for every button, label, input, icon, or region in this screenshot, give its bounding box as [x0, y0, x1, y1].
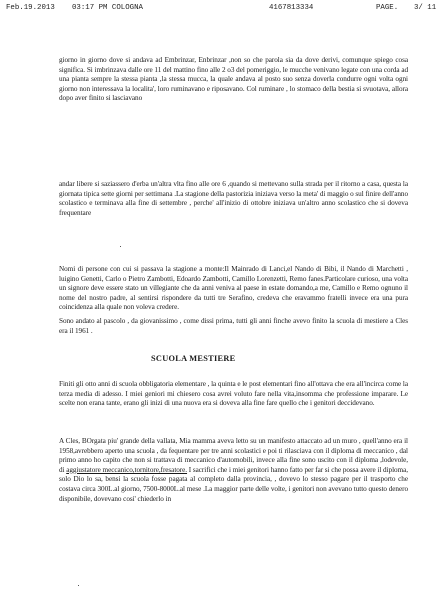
fax-time-sender: 03:17 PM COLOGNA — [72, 4, 143, 12]
fax-page-label: PAGE. — [376, 4, 399, 12]
paragraph-school-cles-part-2: I sacrifici che i miei genitori hanno fatto per far si che possa avere il diploma, solo Dio lo sa, bensi la scuola fosse pagata al completo dalla provincia, , dovevo lo stesso pagare per il trasporto che costava circa 300L.al giorno, 7500-8000L.al mese .La maggior parte delle volte, i genitori non avevano tutto questo denero disponibile, dovevano cosi' chiederlo in — [59, 465, 408, 503]
fax-header — [6, 4, 440, 15]
section-heading: SCUOLA MESTIERE — [151, 354, 236, 363]
paragraph-pasture-routine: giorno in giorno dove si andava ad Embrinzar, Enbrinzar ,non so che parola sia da dove derivi, comunque spiego cosa significa. Si imbrinzava dalle ore 11 del mattino fino alle 2 o3 del pomeriggio, le mucche venivano legate con una corda ad una pianta sempre la stessa pianta ,la stessa mucca, la quale andava al posto suo senza doverla condurre ogni volta ogni giorno non interessava la localita', loro ruminavano e riposavano. Col ruminare , lo stomaco della bestia si svuotava, allora dopo aver finito si lasciavano — [59, 56, 408, 103]
fax-page-number: 3/ 11 — [414, 4, 437, 12]
scan-speck — [78, 585, 79, 586]
paragraph-end-of-pasture: Sono andato al pascolo , da giovanissimo , come dissi prima, tutti gli anni finche avevo finito la scuola di mestiere a Cles era il 1961 . — [59, 317, 408, 335]
fax-date: Feb.19.2013 — [6, 4, 55, 12]
diploma-title: aggiustatore meccanico,tornitore,fresatore. — [66, 465, 188, 474]
paragraph-school-cles — [59, 437, 408, 504]
paragraph-school-cles-part-1: A Cles, BOrgata piu' grande della vallata, Mia mamma aveva letto su un manifesto attaccato ad un muro , quell'anno era il 1958,avrebbero aperto una scuola , da fequentare per tre anni scolastici e poi ti rilasciava con il diploma di meccanico , dal primo anno ho capito che non si trattava di meccanico d'automobili, invece alla fine sono uscito con il diploma ,lodevole, di — [59, 437, 408, 474]
paragraph-pasture-season: andar libere si saziassero d'erba un'altra vlta fino alle ore 6 ,quando si mettevano sulla strada per il ritorno a casa, questa la giornata tipica sette giorni per settimana .La stagione della pastorizia iniziava verso la meta' di maggio o sul finire dell'anno scolastico e terminava alla fine di settembre , perche' all'inizio di ottobre iniziava un'altro anno scolastico che si doveva frequentare — [59, 180, 409, 217]
paragraph-school-choice: Finiti gli otto anni di scuola obbligatoria elementare , la quinta e le post elementari fino all'ottava che era all'incirca come la terza media di adesso. I miei geniori mi chiesero cosa avrei voluto fare nella vita,insomma che professione imparare. Le scelte non erana tante, erano gli inizi di una nuova era si doveva alla fine fare quello che i genitori deccidevano. — [59, 380, 408, 408]
paragraph-companion-names: Nomi di persone con cui si passava la stagione a monte:Il Mainrado di Lanci,el Nando di Bibi, il Nando di Marchetti , luigino Genetti, Carlo o Pietro Zambotti, Edoardo Zambotti, Camillo Lorenzetti, Remo fanes.Particolare curioso, una volta un signore deve essere stato un villegiante che da anni veniva al paese in estate domando,a me, Camillo e Remo ognuno il nome del nostro padre, al sentirsi rispondere da tutti tre Serafino, credeva che eravammo fratelli invece era una pura coincidenza alla quale non voleva credere. — [59, 265, 408, 312]
scan-speck — [120, 246, 121, 247]
fax-phone-number: 4167813334 — [269, 4, 314, 12]
